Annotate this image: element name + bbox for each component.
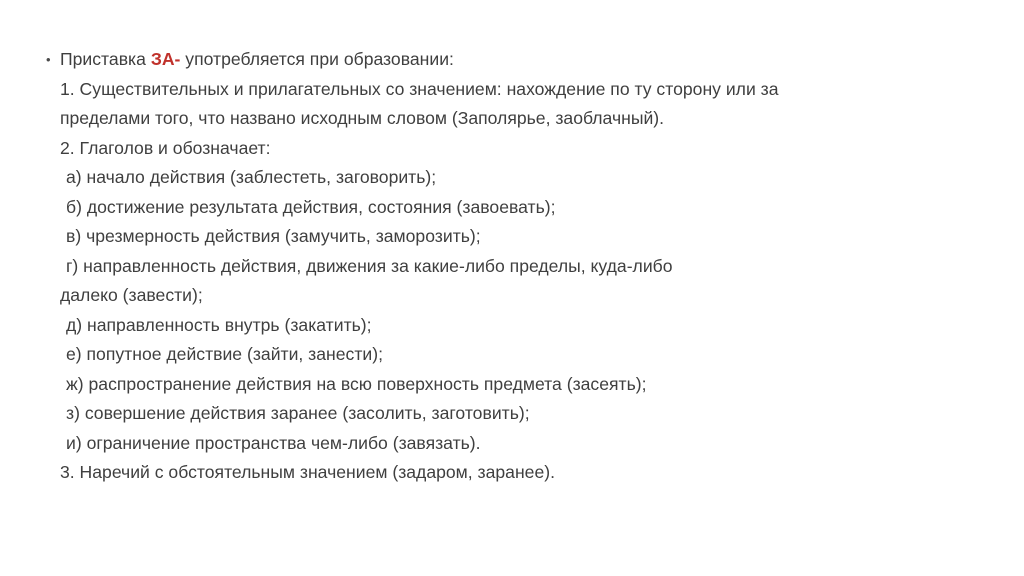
intro-text-before: Приставка: [60, 49, 151, 69]
point-3: 3. Наречий с обстоятельным значением (задаром, заранее).: [60, 462, 556, 482]
intro-line: [46, 45, 996, 75]
point-1-line-2: пределами того, что названо исходным словом (Заполярье, заоблачный).: [60, 108, 665, 128]
subpoint-g: г) направленность действия, движения за какие-либо пределы, куда-либо: [66, 255, 673, 276]
point-1-line-1: 1. Существительных и прилагательных со значением: нахождение по ту сторону или за: [60, 78, 779, 99]
subpoint-a: а) начало действия (заблестеть, заговорить);: [66, 167, 437, 187]
subpoint-e: е) попутное действие (зайти, занести);: [66, 344, 383, 364]
point-2-heading: 2. Глаголов и обозначает:: [60, 137, 271, 158]
subpoint-zh: ж) распространение действия на всю поверхность предмета (засеять);: [66, 373, 647, 394]
intro-text-after: употребляется при образовании:: [180, 49, 454, 69]
bullet-icon: •: [46, 52, 51, 67]
subpoint-b: б) достижение результата действия, состояния (завоевать);: [66, 196, 556, 217]
subpoint-d: д) направленность внутрь (закатить);: [66, 314, 372, 335]
subpoint-z: з) совершение действия заранее (засолить, заготовить);: [66, 403, 530, 423]
subpoint-v: в) чрезмерность действия (замучить, заморозить);: [66, 226, 481, 246]
subpoint-i: и) ограничение пространства чем-либо (завязать).: [66, 432, 481, 453]
slide-body: [46, 45, 996, 488]
prefix-highlight: ЗА-: [150, 49, 181, 69]
subpoint-g-continuation: далеко (завести);: [60, 285, 203, 305]
